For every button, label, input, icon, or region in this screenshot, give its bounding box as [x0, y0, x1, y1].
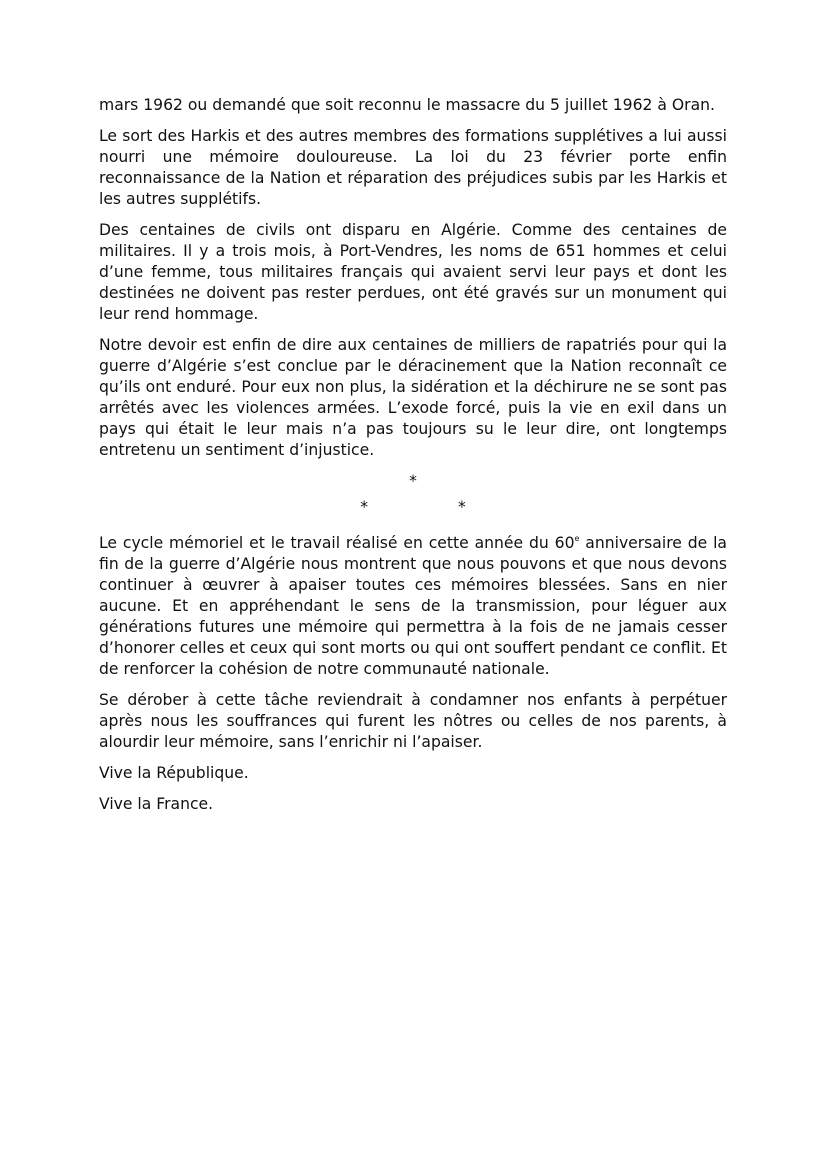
- paragraph-cycle-memoriel-end: anniversaire de la fin de la guerre d’Algérie nous montrent que nous pouvons et que nous devons continuer à œuvrer à apaiser toutes ces mémoires blessées. Sans en nier aucune. Et en appréhendant le sens de la transmission, pour léguer aux générations futures une mémoire qui permettra à la fois de ne jamais cesser d’honorer celles et ceux qui sont morts ou qui ont souffert pendant ce conflit. Et de renforcer la cohésion de notre communauté nationale.: [99, 534, 727, 678]
- paragraph-disparus: Des centaines de civils ont disparu en Algérie. Comme des centaines de militaires. Il y a trois mois, à Port-Vendres, les noms de 651 hommes et celui d’une femme, tous militaires français qui avaient servi leur pays et dont les destinées ne doivent pas rester perdues, ont été gravés sur un monument qui leur rend hommage.: [99, 221, 727, 323]
- separator-star-bottom-left: *: [360, 498, 368, 516]
- separator-stars-bottom: [99, 497, 727, 518]
- closing-vive-france: Vive la France.: [99, 795, 214, 813]
- paragraph-cycle-memoriel: [99, 533, 727, 680]
- paragraph-harkis: Le sort des Harkis et des autres membres des formations supplétives a lui aussi nourri une mémoire douloureuse. La loi du 23 février porte enfin reconnaissance de la Nation et réparation des préjudices subis par les Harkis et les autres supplétifs.: [99, 127, 727, 208]
- paragraph-transmission: Se dérober à cette tâche reviendrait à condamner nos enfants à perpétuer après nous les souffrances qui furent les nôtres ou celles de nos parents, à alourdir leur mémoire, sans l’enrichir ni l’apaiser.: [99, 691, 727, 751]
- ordinal-superscript: e: [574, 533, 580, 543]
- document-page: [99, 95, 727, 825]
- paragraph-rapatries: Notre devoir est enfin de dire aux centaines de milliers de rapatriés pour qui la guerre d’Algérie s’est conclue par le déracinement que la Nation reconnaît ce qu’ils ont enduré. Pour eux non plus, la sidération et la déchirure ne se sont pas arrêtés avec les violences armées. L’exode forcé, puis la vie en exil dans un pays qui était le leur mais n’a pas toujours su le leur dire, ont longtemps entretenu un sentiment d’injustice.: [99, 336, 727, 459]
- paragraph-cycle-memoriel-start: Le cycle mémoriel et le travail réalisé en cette année du 60: [99, 534, 575, 552]
- closing-vive-republique: Vive la République.: [99, 764, 249, 782]
- separator-star-bottom-right: *: [458, 498, 466, 516]
- separator-star-top: *: [409, 472, 417, 490]
- paragraph-massacre-oran: mars 1962 ou demandé que soit reconnu le massacre du 5 juillet 1962 à Oran.: [99, 96, 715, 114]
